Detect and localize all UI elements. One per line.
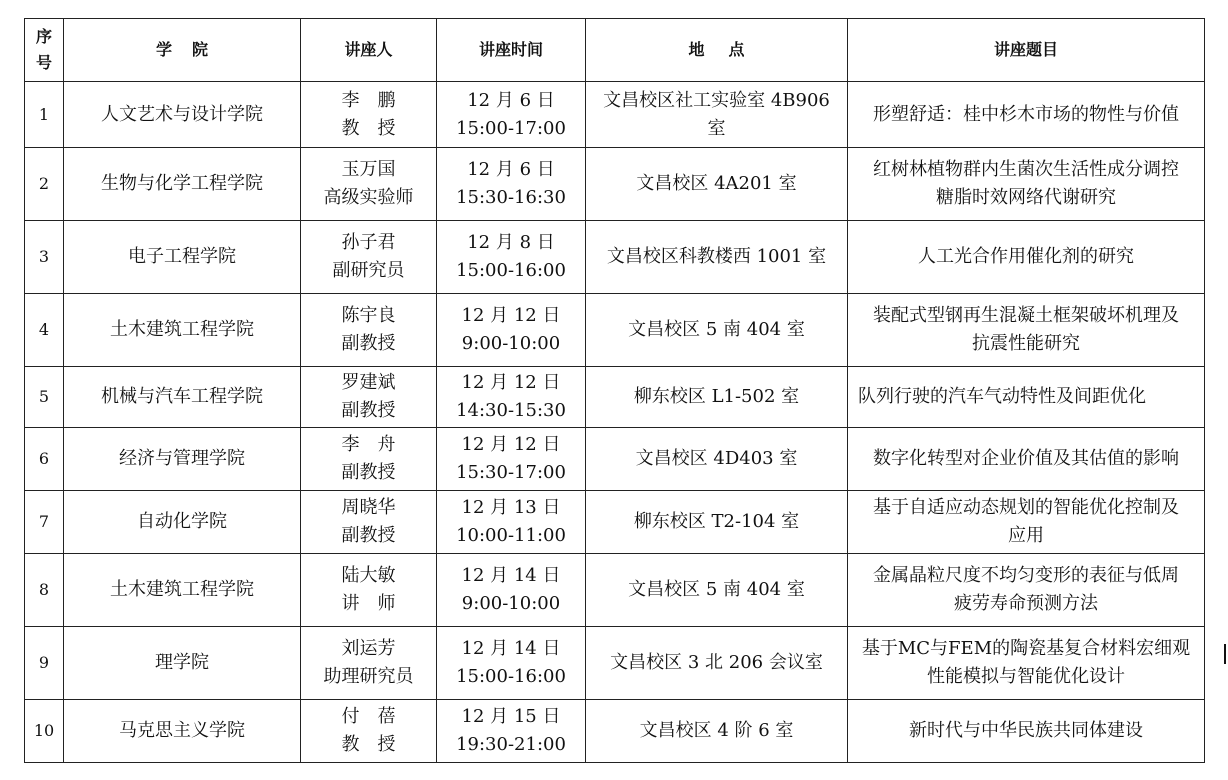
time-cell xyxy=(437,221,586,294)
speaker-title: 讲 师 xyxy=(341,593,396,614)
seq-cell: 7 xyxy=(25,491,64,554)
speaker-name: 李 鹏 xyxy=(341,89,396,111)
seq-cell: 3 xyxy=(25,221,64,294)
seq-cell: 10 xyxy=(25,700,64,763)
topic-line-1: 基于自适应动态规划的智能优化控制及 xyxy=(873,497,1179,518)
time-cell xyxy=(437,82,586,148)
topic-line-2: 疲劳寿命预测方法 xyxy=(954,593,1098,614)
topic-cell: 新时代与中华民族共同体建设 xyxy=(848,700,1205,763)
location-cell: 柳东校区 T2-104 室 xyxy=(586,491,848,554)
topic-cell xyxy=(848,491,1205,554)
topic-line-1: 形塑舒适：桂中杉木市场的物性与价值 xyxy=(873,103,1179,125)
lecture-date: 12 月 6 日 xyxy=(467,89,555,111)
seq-header xyxy=(25,19,64,82)
topic-cell xyxy=(848,148,1205,221)
speaker-name: 玉万国 xyxy=(341,159,396,180)
lecture-time: 15:00-16:00 xyxy=(456,666,566,687)
table-row xyxy=(25,294,1205,367)
topic-line-2: 糖脂时效网络代谢研究 xyxy=(936,187,1116,208)
speaker-cell xyxy=(301,554,437,627)
seq-cell: 8 xyxy=(25,554,64,627)
college-cell: 理学院 xyxy=(64,627,301,700)
topic-cell: 队列行驶的汽车气动特性及间距优化 xyxy=(848,367,1205,428)
topic-line-2: 性能模拟与智能优化设计 xyxy=(927,666,1125,687)
speaker-name: 周晓华 xyxy=(341,497,396,518)
time-header: 讲座时间 xyxy=(437,19,586,82)
seq-cell: 1 xyxy=(25,82,64,148)
speaker-name: 孙子君 xyxy=(341,232,396,253)
lecture-date: 12 月 6 日 xyxy=(467,159,555,180)
speaker-title: 副教授 xyxy=(341,462,396,483)
lecture-date: 12 月 12 日 xyxy=(461,372,561,393)
time-cell xyxy=(437,148,586,221)
lecture-time: 14:30-15:30 xyxy=(456,400,566,421)
time-cell xyxy=(437,554,586,627)
topic-line-1: 红树林植物群内生菌次生活性成分调控 xyxy=(873,159,1179,180)
topic-line-1: 基于MC与FEM的陶瓷基复合材料宏细观 xyxy=(861,638,1191,659)
lecture-schedule-table xyxy=(24,18,1205,763)
speaker-name: 陈宇良 xyxy=(341,305,396,326)
speaker-title: 高级实验师 xyxy=(323,187,414,208)
college-cell: 马克思主义学院 xyxy=(64,700,301,763)
topic-cell: 人工光合作用催化剂的研究 xyxy=(848,221,1205,294)
lecture-schedule-table-wrapper xyxy=(24,18,1204,763)
speaker-title: 副教授 xyxy=(341,525,396,546)
table-row xyxy=(25,428,1205,491)
lecture-date: 12 月 14 日 xyxy=(461,638,561,659)
table-row xyxy=(25,491,1205,554)
table-row xyxy=(25,627,1205,700)
lecture-time: 9:00-10:00 xyxy=(461,333,561,354)
location-line-2: 室 xyxy=(707,117,726,139)
speaker-cell xyxy=(301,491,437,554)
table-row xyxy=(25,221,1205,294)
table-row xyxy=(25,367,1205,428)
location-line-1: 文昌校区社工实验室 4B906 xyxy=(603,89,830,111)
topic-cell xyxy=(848,294,1205,367)
speaker-cell xyxy=(301,700,437,763)
speaker-cell xyxy=(301,82,437,148)
lecture-time: 10:00-11:00 xyxy=(456,525,566,546)
speaker-cell xyxy=(301,294,437,367)
table-header-row xyxy=(25,19,1205,82)
lecture-time: 15:00-17:00 xyxy=(456,117,566,139)
speaker-name: 陆大敏 xyxy=(341,565,396,586)
speaker-cell xyxy=(301,627,437,700)
seq-header-top: 序 xyxy=(35,27,52,46)
location-cell: 文昌校区 4 阶 6 室 xyxy=(586,700,848,763)
table-edge-mark xyxy=(1224,644,1226,664)
topic-cell xyxy=(848,82,1205,148)
speaker-name: 李 舟 xyxy=(341,434,396,455)
lecture-date: 12 月 12 日 xyxy=(461,434,561,455)
speaker-cell xyxy=(301,428,437,491)
topic-cell: 数字化转型对企业价值及其估值的影响 xyxy=(848,428,1205,491)
college-cell: 经济与管理学院 xyxy=(64,428,301,491)
lecture-date: 12 月 15 日 xyxy=(461,706,561,727)
speaker-title: 助理研究员 xyxy=(323,666,414,687)
seq-cell: 5 xyxy=(25,367,64,428)
seq-cell: 4 xyxy=(25,294,64,367)
location-header: 地点 xyxy=(586,19,848,82)
speaker-title: 副研究员 xyxy=(332,260,405,281)
location-cell: 文昌校区 5 南 404 室 xyxy=(586,554,848,627)
location-cell: 文昌校区 5 南 404 室 xyxy=(586,294,848,367)
speaker-title: 副教授 xyxy=(341,333,396,354)
seq-cell: 2 xyxy=(25,148,64,221)
speaker-name: 刘运芳 xyxy=(341,638,396,659)
lecture-date: 12 月 13 日 xyxy=(461,497,561,518)
speaker-name: 付 蓓 xyxy=(341,706,396,727)
lecture-date: 12 月 12 日 xyxy=(461,305,561,326)
location-cell: 文昌校区科教楼西 1001 室 xyxy=(586,221,848,294)
seq-cell: 9 xyxy=(25,627,64,700)
lecture-time: 15:30-16:30 xyxy=(456,187,566,208)
topic-cell xyxy=(848,554,1205,627)
time-cell xyxy=(437,491,586,554)
location-cell: 文昌校区 3 北 206 会议室 xyxy=(586,627,848,700)
time-cell xyxy=(437,627,586,700)
location-cell: 柳东校区 L1-502 室 xyxy=(586,367,848,428)
topic-line-1: 装配式型钢再生混凝土框架破坏机理及 xyxy=(873,305,1179,326)
college-cell: 土木建筑工程学院 xyxy=(64,554,301,627)
location-cell: 文昌校区 4D403 室 xyxy=(586,428,848,491)
seq-header-bottom: 号 xyxy=(35,53,52,72)
speaker-title: 教 授 xyxy=(341,117,396,139)
college-cell: 土木建筑工程学院 xyxy=(64,294,301,367)
lecture-time: 9:00-10:00 xyxy=(461,593,561,614)
college-cell: 人文艺术与设计学院 xyxy=(64,82,301,148)
college-cell: 电子工程学院 xyxy=(64,221,301,294)
table-row xyxy=(25,148,1205,221)
college-cell: 生物与化学工程学院 xyxy=(64,148,301,221)
location-cell xyxy=(586,82,848,148)
table-row xyxy=(25,82,1205,148)
topic-header: 讲座题目 xyxy=(848,19,1205,82)
lecture-date: 12 月 8 日 xyxy=(467,232,555,253)
college-header: 学院 xyxy=(64,19,301,82)
speaker-header: 讲座人 xyxy=(301,19,437,82)
table-row xyxy=(25,700,1205,763)
speaker-cell xyxy=(301,367,437,428)
time-cell xyxy=(437,294,586,367)
speaker-cell xyxy=(301,148,437,221)
college-cell: 自动化学院 xyxy=(64,491,301,554)
lecture-time: 15:30-17:00 xyxy=(456,462,566,483)
speaker-name: 罗建斌 xyxy=(341,372,396,393)
topic-line-2: 抗震性能研究 xyxy=(972,333,1080,354)
topic-line-1: 金属晶粒尺度不均匀变形的表征与低周 xyxy=(873,565,1179,586)
speaker-title: 教 授 xyxy=(341,734,396,755)
lecture-time: 15:00-16:00 xyxy=(456,260,566,281)
time-cell xyxy=(437,428,586,491)
topic-line-2: 应用 xyxy=(1008,525,1044,546)
speaker-title: 副教授 xyxy=(341,400,396,421)
time-cell xyxy=(437,700,586,763)
seq-cell: 6 xyxy=(25,428,64,491)
topic-cell xyxy=(848,627,1205,700)
college-cell: 机械与汽车工程学院 xyxy=(64,367,301,428)
time-cell xyxy=(437,367,586,428)
table-row xyxy=(25,554,1205,627)
location-cell: 文昌校区 4A201 室 xyxy=(586,148,848,221)
speaker-cell xyxy=(301,221,437,294)
lecture-date: 12 月 14 日 xyxy=(461,565,561,586)
lecture-time: 19:30-21:00 xyxy=(456,734,566,755)
